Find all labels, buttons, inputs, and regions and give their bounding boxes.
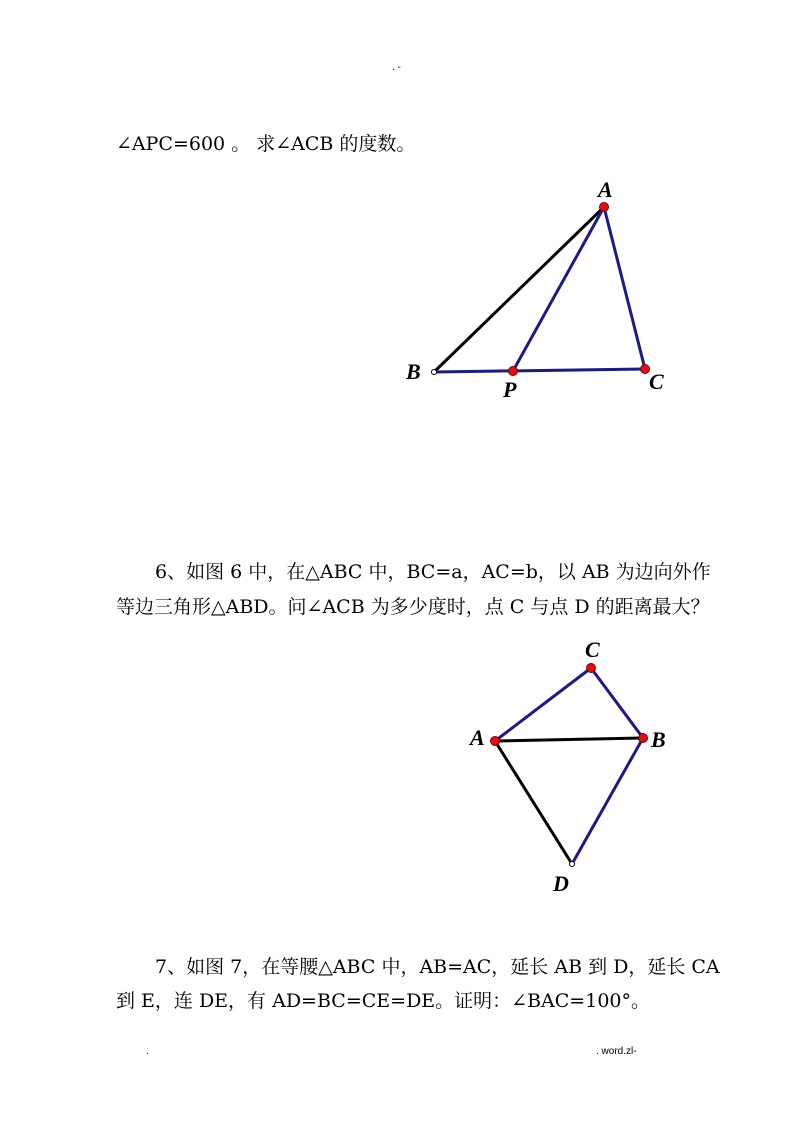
problem6-line1: 6、如图 6 中，在△ABC 中，BC=a，AC=b，以 AB 为边向外作 <box>155 561 711 583</box>
point-b <box>639 734 648 743</box>
label-c: C <box>585 637 600 662</box>
segment-ab <box>434 207 604 372</box>
segment-bd <box>572 738 643 864</box>
point-p <box>509 367 518 376</box>
point-d <box>570 862 575 867</box>
label-b: B <box>406 359 421 384</box>
segment-ad <box>495 741 572 864</box>
triangle-apc-figure <box>390 170 690 410</box>
segment-ac <box>495 668 591 741</box>
problem5-tail-text: ∠APC=600 。 求∠ACB 的度数。 <box>116 133 416 155</box>
segment-bc <box>434 369 645 372</box>
label-c: C <box>649 369 664 394</box>
point-a <box>600 203 609 212</box>
label-a: A <box>598 177 613 202</box>
segment-ac <box>604 207 645 369</box>
segment-cb <box>591 668 643 738</box>
segment-ab <box>495 738 643 741</box>
footer-left-mark: . <box>146 1046 149 1057</box>
header-mark: . - <box>392 62 401 73</box>
problem7-line1: 7、如图 7，在等腰△ABC 中，AB=AC，延长 AB 到 D，延长 CA <box>155 956 720 978</box>
label-d: D <box>553 871 569 896</box>
point-a <box>491 737 500 746</box>
label-b: B <box>651 727 666 752</box>
label-a: A <box>470 725 485 750</box>
problem6-line2: 等边三角形△ABD。问∠ACB 为多少度时，点 C 与点 D 的距离最大？ <box>116 596 710 618</box>
point-b <box>432 370 437 375</box>
triangle-abcd-figure <box>460 630 690 900</box>
label-p: P <box>503 377 517 402</box>
problem7-line2: 到 E，连 DE，有 AD=BC=CE=DE。证明：∠BAC=100°。 <box>116 990 650 1012</box>
segment-ap <box>513 207 604 371</box>
point-c <box>587 664 596 673</box>
footer-right-mark: . word.zl- <box>596 1046 637 1057</box>
